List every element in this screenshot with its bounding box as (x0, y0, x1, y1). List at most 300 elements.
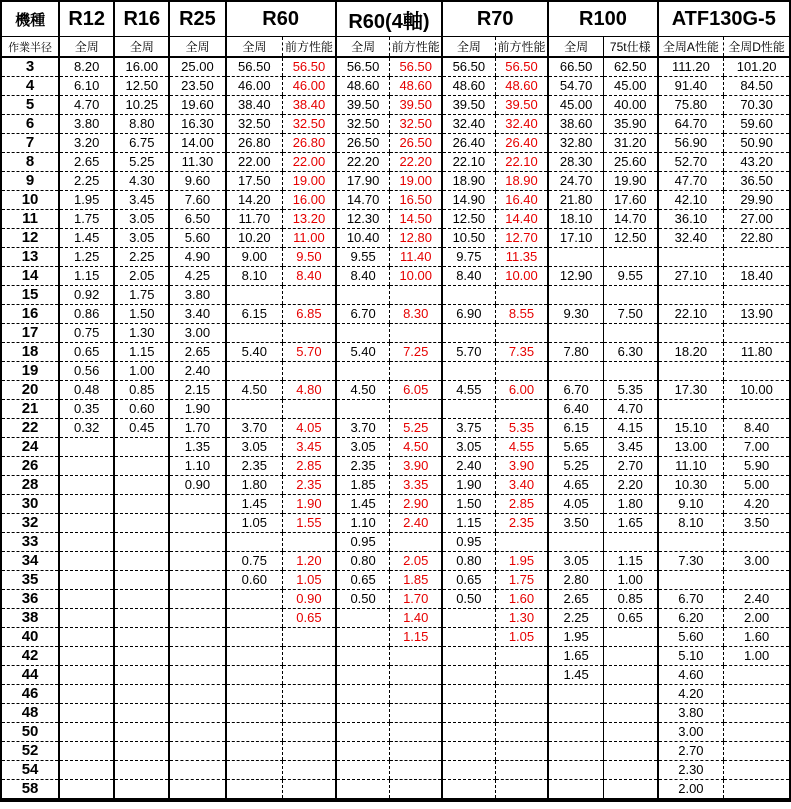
value-cell (390, 685, 442, 704)
value-cell (495, 780, 548, 801)
value-cell: 0.60 (226, 571, 283, 590)
radius-cell: 22 (1, 419, 59, 438)
machine-header-R16: R16 (114, 1, 169, 37)
value-cell: 6.50 (169, 210, 225, 229)
table-row (1, 381, 790, 400)
value-cell (495, 286, 548, 305)
value-cell: 9.10 (658, 495, 724, 514)
value-cell (442, 628, 495, 647)
value-cell: 6.05 (390, 381, 442, 400)
table-row (1, 400, 790, 419)
value-cell: 7.25 (390, 343, 442, 362)
value-cell: 3.50 (724, 514, 790, 533)
value-cell: 1.60 (495, 590, 548, 609)
value-cell: 1.15 (442, 514, 495, 533)
value-cell (59, 628, 114, 647)
value-cell: 1.25 (59, 248, 114, 267)
value-cell: 0.92 (59, 286, 114, 305)
value-cell: 38.60 (548, 115, 603, 134)
value-cell (169, 780, 225, 801)
value-cell (390, 324, 442, 343)
value-cell: 40.00 (603, 96, 657, 115)
value-cell: 8.80 (114, 115, 169, 134)
value-cell: 32.50 (336, 115, 390, 134)
value-cell: 0.48 (59, 381, 114, 400)
value-cell (169, 723, 225, 742)
value-cell: 2.25 (114, 248, 169, 267)
value-cell (548, 685, 603, 704)
radius-cell: 58 (1, 780, 59, 801)
value-cell (59, 742, 114, 761)
value-cell: 46.00 (283, 77, 336, 96)
value-cell: 3.70 (226, 419, 283, 438)
value-cell: 22.10 (495, 153, 548, 172)
value-cell: 70.30 (724, 96, 790, 115)
value-cell (169, 590, 225, 609)
value-cell (442, 362, 495, 381)
value-cell (169, 704, 225, 723)
value-cell: 1.90 (169, 400, 225, 419)
value-cell: 17.90 (336, 172, 390, 191)
value-cell (658, 533, 724, 552)
table-row (1, 666, 790, 685)
value-cell (724, 400, 790, 419)
value-cell: 3.50 (548, 514, 603, 533)
value-cell (283, 704, 336, 723)
value-cell (226, 628, 283, 647)
radius-cell: 46 (1, 685, 59, 704)
table-row (1, 286, 790, 305)
table-row (1, 324, 790, 343)
value-cell: 2.00 (724, 609, 790, 628)
radius-cell: 30 (1, 495, 59, 514)
value-cell: 21.80 (548, 191, 603, 210)
table-row (1, 742, 790, 761)
value-cell (283, 666, 336, 685)
value-cell (548, 533, 603, 552)
value-cell: 26.50 (390, 134, 442, 153)
value-cell (390, 286, 442, 305)
value-cell: 6.15 (548, 419, 603, 438)
value-cell: 3.80 (658, 704, 724, 723)
value-cell: 0.95 (442, 533, 495, 552)
value-cell: 18.10 (548, 210, 603, 229)
value-cell (283, 780, 336, 801)
value-cell: 0.35 (59, 400, 114, 419)
radius-cell: 44 (1, 666, 59, 685)
value-cell (603, 761, 657, 780)
value-cell: 2.25 (548, 609, 603, 628)
value-cell: 3.35 (390, 476, 442, 495)
value-cell (336, 400, 390, 419)
value-cell (442, 761, 495, 780)
value-cell: 8.40 (442, 267, 495, 286)
radius-cell: 15 (1, 286, 59, 305)
table-row (1, 115, 790, 134)
value-cell (495, 685, 548, 704)
subheader-cell: 前方性能 (495, 37, 548, 58)
value-cell (59, 533, 114, 552)
radius-cell: 3 (1, 57, 59, 77)
value-cell: 12.50 (442, 210, 495, 229)
value-cell: 52.70 (658, 153, 724, 172)
table-row (1, 723, 790, 742)
subheader-cell: 前方性能 (390, 37, 442, 58)
value-cell (658, 362, 724, 381)
value-cell (283, 685, 336, 704)
value-cell: 3.00 (658, 723, 724, 742)
radius-cell: 34 (1, 552, 59, 571)
value-cell (114, 457, 169, 476)
value-cell: 9.00 (226, 248, 283, 267)
value-cell: 29.90 (724, 191, 790, 210)
value-cell (724, 286, 790, 305)
value-cell (442, 400, 495, 419)
value-cell: 8.10 (226, 267, 283, 286)
value-cell (724, 362, 790, 381)
value-cell (169, 514, 225, 533)
value-cell: 0.86 (59, 305, 114, 324)
value-cell (548, 723, 603, 742)
value-cell: 2.40 (724, 590, 790, 609)
value-cell: 0.75 (59, 324, 114, 343)
value-cell: 7.35 (495, 343, 548, 362)
value-cell: 1.10 (169, 457, 225, 476)
radius-cell: 11 (1, 210, 59, 229)
table-row (1, 153, 790, 172)
value-cell: 43.20 (724, 153, 790, 172)
value-cell: 3.00 (169, 324, 225, 343)
value-cell: 62.50 (603, 57, 657, 77)
value-cell: 32.40 (658, 229, 724, 248)
machine-header-R604: R60(4軸) (336, 1, 442, 37)
value-cell: 8.40 (336, 267, 390, 286)
value-cell: 3.05 (226, 438, 283, 457)
radius-cell: 50 (1, 723, 59, 742)
value-cell: 56.90 (658, 134, 724, 153)
value-cell (658, 248, 724, 267)
value-cell: 8.30 (390, 305, 442, 324)
value-cell: 1.45 (548, 666, 603, 685)
table-row (1, 609, 790, 628)
value-cell (336, 780, 390, 801)
value-cell: 1.85 (336, 476, 390, 495)
table-row (1, 77, 790, 96)
value-cell (724, 780, 790, 801)
value-cell (495, 742, 548, 761)
radius-cell: 24 (1, 438, 59, 457)
value-cell (442, 666, 495, 685)
value-cell: 3.20 (59, 134, 114, 153)
value-cell: 0.50 (442, 590, 495, 609)
value-cell: 1.60 (724, 628, 790, 647)
value-cell: 8.55 (495, 305, 548, 324)
value-cell: 2.85 (495, 495, 548, 514)
value-cell: 1.80 (603, 495, 657, 514)
value-cell: 22.80 (724, 229, 790, 248)
value-cell: 5.00 (724, 476, 790, 495)
value-cell: 4.55 (495, 438, 548, 457)
value-cell: 1.85 (390, 571, 442, 590)
value-cell (114, 628, 169, 647)
value-cell (724, 723, 790, 742)
value-cell: 4.65 (548, 476, 603, 495)
radius-cell: 35 (1, 571, 59, 590)
value-cell: 1.80 (226, 476, 283, 495)
value-cell: 1.50 (442, 495, 495, 514)
value-cell: 13.20 (283, 210, 336, 229)
value-cell: 2.35 (495, 514, 548, 533)
radius-cell: 54 (1, 761, 59, 780)
value-cell: 48.60 (390, 77, 442, 96)
table-row (1, 533, 790, 552)
value-cell: 0.80 (442, 552, 495, 571)
table-row (1, 172, 790, 191)
value-cell (603, 533, 657, 552)
value-cell: 2.40 (169, 362, 225, 381)
value-cell (59, 552, 114, 571)
value-cell: 2.35 (336, 457, 390, 476)
value-cell (283, 761, 336, 780)
value-cell (603, 286, 657, 305)
machine-header-R25: R25 (169, 1, 225, 37)
value-cell (226, 362, 283, 381)
value-cell: 18.90 (442, 172, 495, 191)
value-cell (169, 685, 225, 704)
subheader-cell: 全周 (169, 37, 225, 58)
value-cell: 0.65 (336, 571, 390, 590)
value-cell: 14.90 (442, 191, 495, 210)
value-cell: 26.40 (442, 134, 495, 153)
value-cell (495, 666, 548, 685)
value-cell (59, 571, 114, 590)
value-cell: 5.40 (226, 343, 283, 362)
value-cell (283, 533, 336, 552)
value-cell (603, 647, 657, 666)
value-cell (442, 704, 495, 723)
machine-header-R100: R100 (548, 1, 657, 37)
value-cell: 3.80 (169, 286, 225, 305)
value-cell (114, 552, 169, 571)
table-row (1, 419, 790, 438)
value-cell: 5.35 (495, 419, 548, 438)
value-cell: 56.50 (442, 57, 495, 77)
value-cell (336, 666, 390, 685)
value-cell: 1.40 (390, 609, 442, 628)
value-cell: 1.65 (548, 647, 603, 666)
value-cell: 2.25 (59, 172, 114, 191)
value-cell (658, 286, 724, 305)
value-cell: 38.40 (226, 96, 283, 115)
value-cell: 3.05 (548, 552, 603, 571)
radius-cell: 36 (1, 590, 59, 609)
radius-cell: 19 (1, 362, 59, 381)
value-cell (114, 476, 169, 495)
value-cell (336, 628, 390, 647)
value-cell: 11.40 (390, 248, 442, 267)
value-cell: 19.60 (169, 96, 225, 115)
value-cell (442, 286, 495, 305)
value-cell: 27.10 (658, 267, 724, 286)
value-cell: 10.25 (114, 96, 169, 115)
value-cell (114, 495, 169, 514)
value-cell: 3.40 (495, 476, 548, 495)
value-cell: 1.45 (336, 495, 390, 514)
value-cell (724, 533, 790, 552)
value-cell (336, 685, 390, 704)
value-cell: 75.80 (658, 96, 724, 115)
value-cell (442, 723, 495, 742)
value-cell: 2.65 (548, 590, 603, 609)
machine-header-R60: R60 (226, 1, 336, 37)
value-cell (336, 647, 390, 666)
subheader-cell: 75t仕様 (603, 37, 657, 58)
value-cell: 11.70 (226, 210, 283, 229)
subheader-cell: 全周 (114, 37, 169, 58)
value-cell: 16.00 (114, 57, 169, 77)
value-cell: 1.00 (603, 571, 657, 590)
value-cell: 2.90 (390, 495, 442, 514)
value-cell: 0.65 (603, 609, 657, 628)
radius-cell: 10 (1, 191, 59, 210)
value-cell: 27.00 (724, 210, 790, 229)
value-cell: 12.70 (495, 229, 548, 248)
value-cell (59, 666, 114, 685)
value-cell (169, 647, 225, 666)
value-cell (442, 742, 495, 761)
value-cell (226, 324, 283, 343)
value-cell: 3.05 (336, 438, 390, 457)
value-cell (59, 647, 114, 666)
value-cell: 0.32 (59, 419, 114, 438)
value-cell (283, 400, 336, 419)
value-cell: 13.00 (658, 438, 724, 457)
table-row (1, 96, 790, 115)
table-row (1, 229, 790, 248)
value-cell: 2.85 (283, 457, 336, 476)
value-cell (390, 362, 442, 381)
value-cell: 1.75 (59, 210, 114, 229)
value-cell: 2.40 (442, 457, 495, 476)
radius-cell: 18 (1, 343, 59, 362)
value-cell: 3.80 (59, 115, 114, 134)
radius-cell: 17 (1, 324, 59, 343)
table-row (1, 191, 790, 210)
value-cell: 5.60 (658, 628, 724, 647)
value-cell: 39.50 (390, 96, 442, 115)
value-cell: 17.50 (226, 172, 283, 191)
value-cell (114, 647, 169, 666)
value-cell: 1.15 (603, 552, 657, 571)
value-cell (724, 666, 790, 685)
value-cell (226, 742, 283, 761)
value-cell: 2.00 (658, 780, 724, 801)
value-cell: 3.75 (442, 419, 495, 438)
value-cell (226, 666, 283, 685)
radius-cell: 6 (1, 115, 59, 134)
value-cell (495, 723, 548, 742)
value-cell: 14.50 (390, 210, 442, 229)
value-cell: 14.20 (226, 191, 283, 210)
radius-cell: 21 (1, 400, 59, 419)
value-cell: 1.75 (495, 571, 548, 590)
value-cell: 5.70 (283, 343, 336, 362)
value-cell: 2.20 (603, 476, 657, 495)
value-cell: 6.30 (603, 343, 657, 362)
value-cell (226, 723, 283, 742)
value-cell: 4.25 (169, 267, 225, 286)
value-cell: 0.56 (59, 362, 114, 381)
value-cell (390, 742, 442, 761)
value-cell (114, 533, 169, 552)
value-cell (226, 400, 283, 419)
value-cell: 16.00 (283, 191, 336, 210)
value-cell (724, 571, 790, 590)
value-cell (658, 324, 724, 343)
value-cell: 17.60 (603, 191, 657, 210)
value-cell: 0.50 (336, 590, 390, 609)
value-cell (603, 362, 657, 381)
table-row (1, 590, 790, 609)
value-cell: 45.00 (603, 77, 657, 96)
value-cell: 6.20 (658, 609, 724, 628)
value-cell: 59.60 (724, 115, 790, 134)
value-cell (603, 685, 657, 704)
value-cell: 101.20 (724, 57, 790, 77)
value-cell: 2.70 (658, 742, 724, 761)
value-cell: 6.90 (442, 305, 495, 324)
value-cell: 56.50 (390, 57, 442, 77)
value-cell (169, 609, 225, 628)
value-cell: 7.60 (169, 191, 225, 210)
value-cell: 11.00 (283, 229, 336, 248)
value-cell: 0.90 (169, 476, 225, 495)
value-cell: 3.45 (603, 438, 657, 457)
value-cell (390, 761, 442, 780)
value-cell (59, 723, 114, 742)
value-cell (724, 704, 790, 723)
value-cell: 17.30 (658, 381, 724, 400)
value-cell: 5.65 (548, 438, 603, 457)
value-cell: 1.45 (59, 229, 114, 248)
value-cell: 25.60 (603, 153, 657, 172)
value-cell: 12.80 (390, 229, 442, 248)
value-cell: 2.30 (658, 761, 724, 780)
table-row (1, 495, 790, 514)
value-cell: 23.50 (169, 77, 225, 96)
value-cell (283, 362, 336, 381)
value-cell: 9.75 (442, 248, 495, 267)
value-cell (336, 362, 390, 381)
value-cell: 8.40 (724, 419, 790, 438)
value-cell (114, 742, 169, 761)
value-cell: 6.70 (336, 305, 390, 324)
value-cell (59, 609, 114, 628)
table-row (1, 571, 790, 590)
radius-cell: 20 (1, 381, 59, 400)
value-cell: 7.80 (548, 343, 603, 362)
value-cell: 1.45 (226, 495, 283, 514)
value-cell (390, 704, 442, 723)
value-cell (336, 286, 390, 305)
value-cell: 1.70 (169, 419, 225, 438)
value-cell (603, 666, 657, 685)
subheader-row (1, 37, 790, 58)
value-cell: 32.50 (283, 115, 336, 134)
value-cell: 26.80 (226, 134, 283, 153)
value-cell: 14.70 (336, 191, 390, 210)
value-cell: 22.20 (336, 153, 390, 172)
